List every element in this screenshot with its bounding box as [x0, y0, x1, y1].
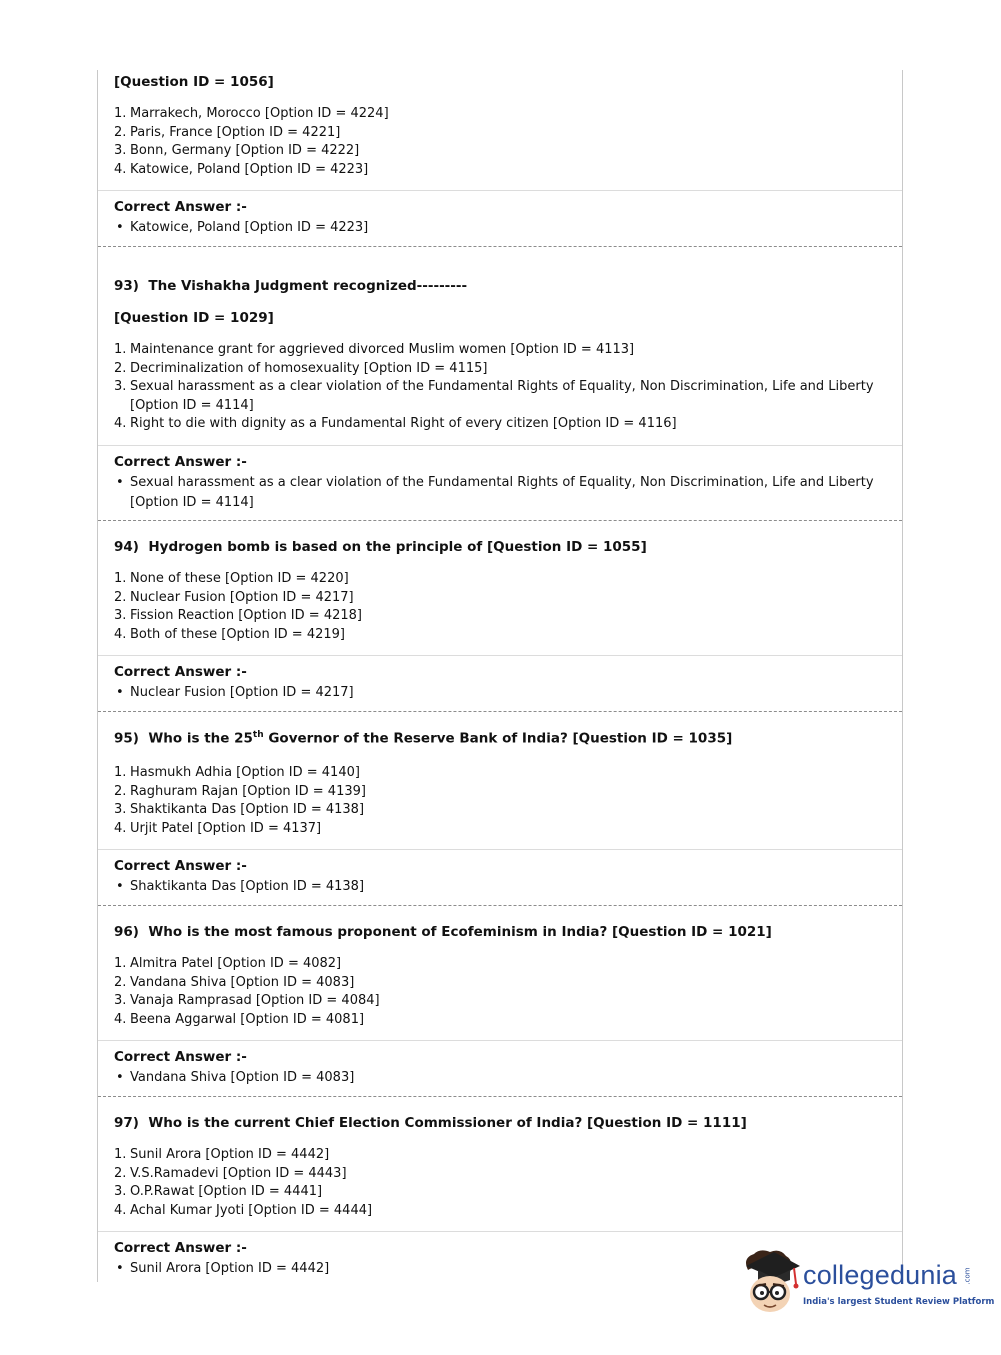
question-heading: 93) The Vishakha Judgment recognized--------- [114, 278, 468, 294]
correct-answer-title: Correct Answer :- [114, 858, 247, 874]
question-separator [98, 520, 902, 521]
option-item: 1. Sunil Arora [Option ID = 4442] [114, 1147, 330, 1162]
correct-answer-title: Correct Answer :- [114, 454, 247, 470]
options-list [114, 955, 884, 1029]
correct-answer-title: Correct Answer :- [114, 664, 247, 680]
logo-wordmark: collegedunia [803, 1260, 958, 1290]
option-item: 3. Sexual harassment as a clear violation of the Fundamental Rights of Equality, Non Discrimination, Life and Liberty [Option ID = 4114] [114, 379, 874, 413]
correct-answer-title: Correct Answer :- [114, 199, 247, 215]
correct-answer: • Sunil Arora [Option ID = 4442] [116, 1261, 330, 1276]
question-separator [98, 905, 902, 906]
options-list [114, 570, 884, 644]
option-item: 4. Katowice, Poland [Option ID = 4223] [114, 161, 369, 177]
collegedunia-logo [740, 1246, 995, 1316]
divider [98, 849, 902, 850]
divider [98, 655, 902, 656]
option-item: 2. Paris, France [Option ID = 4221] [114, 124, 341, 140]
question-heading: 97) Who is the current Chief Election Commissioner of India? [Question ID = 1111] [114, 1115, 747, 1131]
option-item: 4. Beena Aggarwal [Option ID = 4081] [114, 1011, 365, 1027]
option-item: 3. Vanaja Ramprasad [Option ID = 4084] [114, 993, 380, 1008]
question-paper-page [97, 70, 903, 1282]
logo-tagline: India's largest Student Review Platform [803, 1297, 995, 1307]
correct-answer: • Sexual harassment as a clear violation of the Fundamental Rights of Equality, Non Discrimination, Life and Liberty [Option ID = 4114] [116, 475, 874, 510]
options-list [114, 341, 884, 434]
correct-answer: • Katowice, Poland [Option ID = 4223] [116, 220, 369, 235]
divider [98, 1231, 902, 1232]
option-item: 4. Achal Kumar Jyoti [Option ID = 4444] [114, 1202, 373, 1218]
option-item: 4. Urjit Patel [Option ID = 4137] [114, 820, 322, 836]
option-item: 4. Both of these [Option ID = 4219] [114, 626, 345, 642]
option-item: 3. O.P.Rawat [Option ID = 4441] [114, 1184, 323, 1199]
divider [98, 1040, 902, 1041]
option-item: 1. Marrakech, Morocco [Option ID = 4224] [114, 106, 389, 121]
divider [98, 445, 902, 446]
divider [98, 190, 902, 191]
question-heading: 94) Hydrogen bomb is based on the principle of [Question ID = 1055] [114, 539, 647, 555]
correct-answer: • Vandana Shiva [Option ID = 4083] [116, 1070, 355, 1085]
question-id: [Question ID = 1056] [114, 74, 274, 90]
logo-domain-suffix: .com [963, 1267, 972, 1285]
question-heading: 96) Who is the most famous proponent of Ecofeminism in India? [Question ID = 1021] [114, 924, 772, 940]
option-item: 2. Decriminalization of homosexuality [Option ID = 4115] [114, 360, 488, 376]
question-separator [98, 246, 902, 247]
correct-answer: • Nuclear Fusion [Option ID = 4217] [116, 685, 354, 700]
option-item: 3. Shaktikanta Das [Option ID = 4138] [114, 802, 365, 817]
option-item: 1. None of these [Option ID = 4220] [114, 571, 349, 586]
options-list [114, 1146, 884, 1220]
option-item: 3. Fission Reaction [Option ID = 4218] [114, 608, 362, 623]
correct-answer: • Shaktikanta Das [Option ID = 4138] [116, 879, 365, 894]
option-item: 4. Right to die with dignity as a Fundamental Right of every citizen [Option ID = 4116] [114, 416, 677, 431]
student-mascot-icon [740, 1246, 802, 1316]
option-item: 1. Maintenance grant for aggrieved divorced Muslim women [Option ID = 4113] [114, 342, 635, 357]
correct-answer-title: Correct Answer :- [114, 1240, 247, 1256]
option-item: 2. Raghuram Rajan [Option ID = 4139] [114, 783, 366, 799]
options-list [114, 764, 884, 838]
question-heading: 95) Who is the 25th Governor of the Reserve Bank of India? [Question ID = 1035] [114, 730, 733, 747]
option-item: 2. V.S.Ramadevi [Option ID = 4443] [114, 1165, 347, 1181]
option-item: 2. Nuclear Fusion [Option ID = 4217] [114, 589, 354, 605]
options-list [114, 105, 884, 179]
question-separator [98, 1096, 902, 1097]
option-item: 2. Vandana Shiva [Option ID = 4083] [114, 974, 355, 990]
option-item: 1. Almitra Patel [Option ID = 4082] [114, 956, 342, 971]
option-item: 3. Bonn, Germany [Option ID = 4222] [114, 143, 360, 158]
option-item: 1. Hasmukh Adhia [Option ID = 4140] [114, 765, 360, 780]
correct-answer-title: Correct Answer :- [114, 1049, 247, 1065]
question-id: [Question ID = 1029] [114, 310, 274, 326]
question-separator [98, 711, 902, 712]
